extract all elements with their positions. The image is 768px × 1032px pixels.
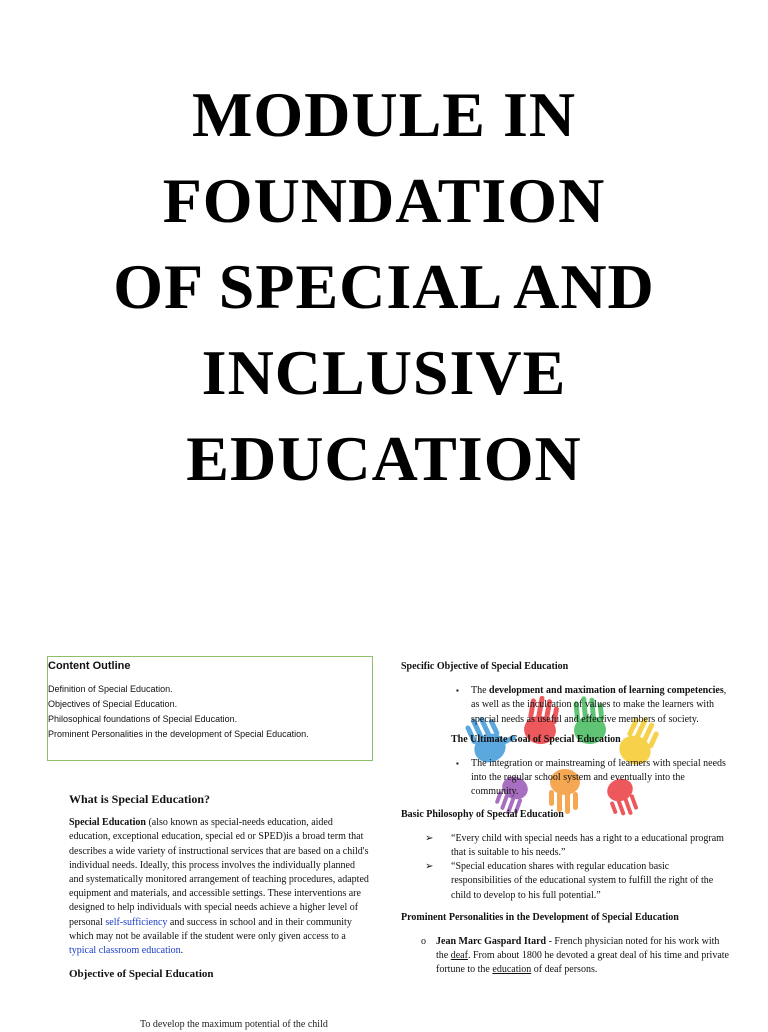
right-column [401, 660, 731, 978]
outline-item: Prominent Personalities in the development of Special Education. [48, 729, 309, 739]
ultimate-goal-text: The integration or mainstreaming of learners with special needs into the regular school system and eventually into the community. [471, 758, 726, 798]
ultimate-goal-heading: The Ultimate Goal of Special Education [451, 733, 621, 745]
outline-item: Definition of Special Education. [48, 684, 173, 694]
definition-text-3: . [180, 945, 184, 957]
arrow-bullet-icon: ➢ [425, 832, 434, 844]
philosophy-item-text: “Special education shares with regular education basic responsibilities of the educational system to fulfill the right of the child to develop to his full potential.” [451, 861, 714, 901]
content-outline-heading: Content Outline [48, 660, 131, 672]
title-line-5: EDUCATION [186, 423, 582, 494]
arrow-bullet-icon: ➢ [425, 861, 434, 873]
left-column [69, 792, 369, 981]
specific-objective-heading: Specific Objective of Special Education [401, 661, 569, 672]
specific-text-pre: The [471, 685, 490, 697]
definition-text-2: and success in school and in their community which may not be available if the student were only given access to a [69, 916, 352, 942]
self-sufficiency-link[interactable]: self-sufficiency [105, 916, 168, 928]
definition-paragraph [69, 816, 369, 958]
what-is-heading: What is Special Education? [69, 792, 211, 806]
title-line-2: FOUNDATION [162, 165, 606, 236]
title-line-1: MODULE IN [191, 79, 577, 150]
education-link[interactable]: education [492, 964, 532, 976]
outline-item: Objectives of Special Education. [48, 699, 178, 709]
objective-cut-text: To develop the maximum potential of the child [140, 1019, 328, 1030]
circle-bullet-icon: o [421, 936, 426, 948]
definition-text-1: (also known as special-needs education, aided education, exceptional education, special ed or SPED)is a broad term that describes a wide variety of instructional services that are based on a child's individual needs. Ideally, this process involves the individually planned and systematically monitored arrangement of teaching procedures, adapted equipment and materials, and accessible settings. These interventions are designed to help individuals with special needs achieve a higher level of personal [69, 817, 369, 928]
specific-text-post: , as well as the inculcation of values to make the learners with special needs as useful and effective members of society. [471, 685, 727, 725]
basic-philosophy-heading: Basic Philosophy of Special Education [401, 808, 564, 820]
personality-text-2: . From about 1800 he devoted a great deal of his time and private fortune to the [436, 950, 729, 976]
philosophy-item [401, 832, 731, 860]
square-bullet-icon: ▪ [456, 686, 459, 696]
specific-objective-item [401, 684, 731, 727]
document-title [0, 72, 768, 502]
specific-text-bold: development and maximation of learning competencies [489, 685, 724, 697]
personality-name: Jean Marc Gaspard Itard [436, 936, 547, 948]
ultimate-goal-item [401, 757, 731, 800]
personality-item [401, 935, 731, 978]
personality-text-3: of deaf persons. [531, 964, 598, 976]
typical-classroom-link[interactable]: typical classroom education [69, 945, 181, 957]
philosophy-item [401, 860, 731, 903]
content-outline-box [47, 656, 373, 761]
title-line-4: INCLUSIVE [201, 337, 567, 408]
outline-item: Philosophical foundations of Special Education. [48, 714, 238, 724]
philosophy-item-text: “Every child with special needs has a right to a educational program that is suitable to his needs.” [451, 832, 724, 859]
title-line-3: OF SPECIAL AND [113, 251, 655, 322]
deaf-link[interactable]: deaf [450, 950, 468, 962]
square-bullet-icon: ▪ [456, 759, 459, 769]
definition-term: Special Education [69, 817, 146, 829]
personalities-heading: Prominent Personalities in the Development of Special Education [401, 911, 679, 923]
objective-heading: Objective of Special Education [69, 968, 214, 981]
personality-text-1: - French physician noted for his work with the [436, 936, 720, 962]
